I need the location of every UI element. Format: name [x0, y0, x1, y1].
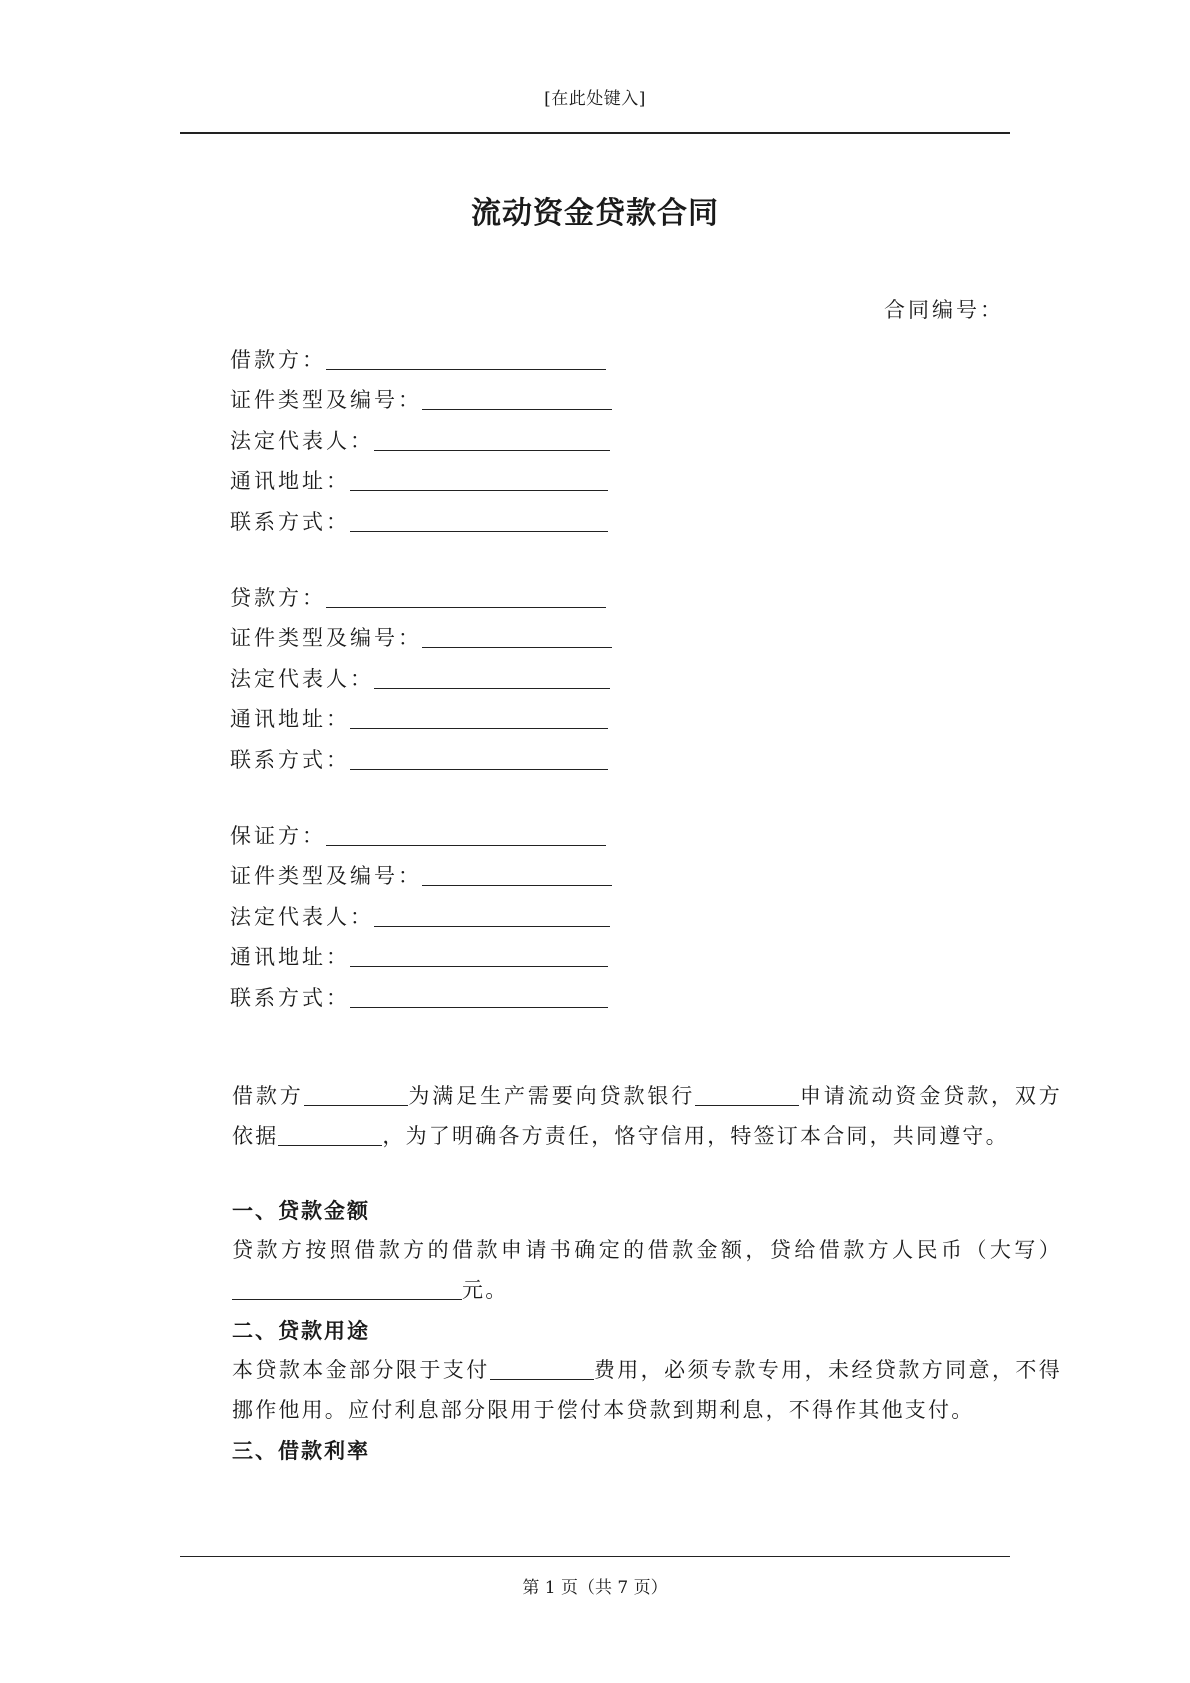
- field-label: 证件类型及编号：: [230, 864, 422, 888]
- page-header: [在此处键入]: [544, 89, 646, 109]
- section-1-text: 贷款方按照借款方的借款申请书确定的借款金额，贷给借款方人民币（大写）: [232, 1238, 1062, 1262]
- guarantor-block: [230, 809, 612, 1012]
- section-1-heading: 一、贷款金额: [232, 1198, 370, 1223]
- guarantor-contact-field: [230, 971, 612, 1012]
- field-label: 证件类型及编号：: [230, 626, 422, 650]
- field-label: 通讯地址：: [230, 707, 350, 731]
- intro-text: 借款方: [232, 1084, 304, 1108]
- document-title: 流动资金贷款合同: [471, 196, 719, 231]
- lender-rep-blank[interactable]: [374, 666, 610, 689]
- field-label: 法定代表人：: [230, 428, 374, 453]
- guarantor-rep-blank[interactable]: [374, 904, 610, 927]
- field-label: 联系方式：: [230, 985, 350, 1010]
- section-2-heading: 二、贷款用途: [232, 1318, 370, 1343]
- guarantor-address-blank[interactable]: [350, 944, 608, 967]
- field-label: 法定代表人：: [230, 666, 374, 691]
- lender-block: [230, 571, 612, 774]
- field-label: 联系方式：: [230, 747, 350, 772]
- page-footer: 第 1 页（共 7 页）: [522, 1578, 668, 1598]
- field-label: 法定代表人：: [230, 904, 374, 929]
- guarantor-rep-field: [230, 890, 612, 931]
- section-1-paragraph: [180, 1230, 1062, 1310]
- guarantor-address-field: [230, 931, 612, 972]
- lender-address-blank[interactable]: [350, 706, 608, 729]
- lender-address-field: [230, 693, 612, 734]
- field-label: 保证方：: [230, 823, 326, 848]
- field-label: 通讯地址：: [230, 945, 350, 969]
- borrower-contact-field: [230, 495, 612, 536]
- footer-divider: [180, 1556, 1010, 1557]
- amount-blank[interactable]: [232, 1277, 462, 1300]
- borrower-contact-blank[interactable]: [350, 509, 608, 532]
- field-label: 贷款方：: [230, 585, 326, 610]
- intro-text: 为满足生产需要向贷款银行: [407, 1084, 696, 1108]
- bank-blank[interactable]: [695, 1083, 799, 1106]
- lender-name-blank[interactable]: [326, 585, 606, 608]
- borrower-blank[interactable]: [304, 1083, 408, 1106]
- lender-name-field: [230, 571, 612, 612]
- section-1-text: 元。: [462, 1278, 509, 1302]
- intro-paragraph: [180, 1076, 1062, 1156]
- borrower-address-field: [230, 455, 612, 496]
- borrower-id-blank[interactable]: [422, 387, 612, 410]
- field-label: 证件类型及编号：: [230, 388, 422, 412]
- lender-id-field: [230, 612, 612, 653]
- intro-text: ，为了明确各方责任，恪守信用，特签订本合同，共同遵守。: [382, 1124, 1009, 1148]
- borrower-rep-field: [230, 414, 612, 455]
- header-divider: [180, 132, 1010, 134]
- guarantor-name-blank[interactable]: [326, 823, 606, 846]
- contract-number-label: 合同编号：: [884, 298, 1004, 322]
- borrower-id-field: [230, 374, 612, 415]
- borrower-address-blank[interactable]: [350, 468, 608, 491]
- borrower-name-blank[interactable]: [326, 347, 606, 370]
- guarantor-contact-blank[interactable]: [350, 985, 608, 1008]
- borrower-block: [230, 333, 612, 536]
- guarantor-id-field: [230, 850, 612, 891]
- section-2-text: 费用，必须专款专用，未经贷款方同意，不得挪作他用。应付利息部分限用于偿付本贷款到期利息，不得作其他支付。: [232, 1358, 1063, 1422]
- guarantor-id-blank[interactable]: [422, 863, 612, 886]
- section-2-paragraph: [180, 1350, 1062, 1430]
- lender-contact-blank[interactable]: [350, 747, 608, 770]
- intro-text: 申请流动资金贷款，双方依据: [232, 1084, 1062, 1148]
- lender-rep-field: [230, 652, 612, 693]
- field-label: 通讯地址：: [230, 469, 350, 493]
- field-label: 联系方式：: [230, 509, 350, 534]
- purpose-blank[interactable]: [490, 1357, 594, 1380]
- lender-contact-field: [230, 733, 612, 774]
- field-label: 借款方：: [230, 347, 326, 372]
- section-3-heading: 三、借款利率: [232, 1438, 370, 1463]
- borrower-name-field: [230, 333, 612, 374]
- borrower-rep-blank[interactable]: [374, 428, 610, 451]
- guarantor-name-field: [230, 809, 612, 850]
- basis-blank[interactable]: [278, 1123, 382, 1146]
- lender-id-blank[interactable]: [422, 625, 612, 648]
- section-2-text: 本贷款本金部分限于支付: [232, 1358, 490, 1382]
